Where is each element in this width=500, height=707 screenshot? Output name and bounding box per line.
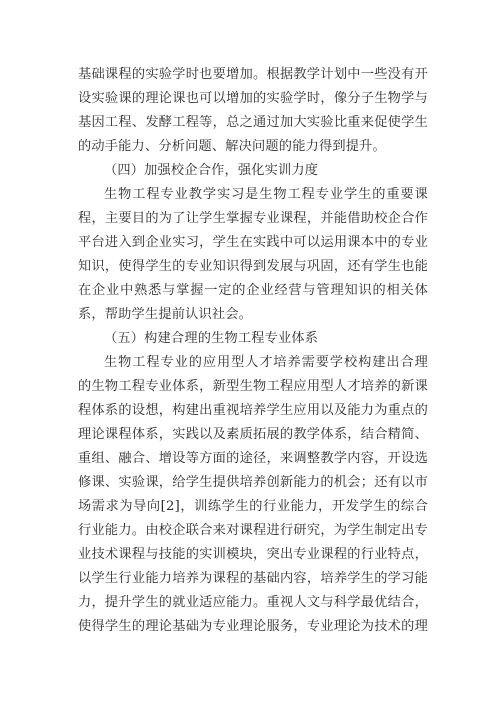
paragraph-3-line-10: 以学生行业能力培养为课程的基础内容，培养学生的学习能	[78, 571, 428, 586]
paragraph-3-line-4: 理论课程体系，实践以及素质拓展的教学体系，结合精简、	[78, 427, 428, 442]
paragraph-3-line-12: 使得学生的理论基础为专业理论服务，专业理论为技术的理	[78, 619, 428, 634]
paragraph-3-line-5: 重组、融合、增设等方面的途径，来调整教学内容，开设选	[78, 451, 428, 466]
paragraph-3-line-2: 的生物工程专业体系，新型生物工程应用型人才培养的新课	[78, 379, 428, 394]
paragraph-2-line-2: 程，主要目的为了让学生掌握专业课程，并能借助校企合作	[78, 211, 428, 226]
paragraph-3-line-11: 力，提升学生的就业适应能力。重视人文与科学最优结合，	[78, 595, 428, 610]
paragraph-3-line-9: 业技术课程与技能的实训模块，突出专业课程的行业特点，	[78, 547, 428, 562]
paragraph-1-line-3: 基因工程、发酵工程等，总之通过加大实验比重来促使学生	[78, 115, 428, 130]
paragraph-2-line-5: 在企业中熟悉与掌握一定的企业经营与管理知识的相关体	[78, 283, 428, 298]
section-heading-5: （五）构建合理的生物工程专业体系	[104, 331, 319, 346]
paragraph-3-line-1: 生物工程专业的应用型人才培养需要学校构建出合理	[104, 355, 428, 370]
paragraph-3-line-6: 修课、实验课，给学生提供培养创新能力的机会；还有以市	[78, 475, 428, 490]
section-heading-4: （四）加强校企合作，强化实训力度	[104, 163, 319, 178]
paragraph-1-line-1: 基础课程的实验学时也要增加。根据教学计划中一些没有开	[78, 67, 428, 82]
paragraph-2-line-1: 生物工程专业教学实习是生物工程专业学生的重要课	[104, 187, 428, 202]
paragraph-3-line-3: 程体系的设想，构建出重视培养学生应用以及能力为重点的	[78, 403, 428, 418]
paragraph-2-line-6: 系，帮助学生提前认识社会。	[78, 307, 253, 322]
paragraph-2-line-4: 知识，使得学生的专业知识得到发展与巩固，还有学生也能	[78, 259, 428, 274]
paragraph-3-line-8: 行业能力。由校企联合来对课程进行研究，为学生制定出专	[78, 523, 428, 538]
paragraph-1-line-4: 的动手能力、分析问题、解决问题的能力得到提升。	[78, 139, 386, 154]
paragraph-2-line-3: 平台进入到企业实习，学生在实践中可以运用课本中的专业	[78, 235, 428, 250]
paragraph-3-line-7: 场需求为导向[2]，训练学生的行业能力，开发学生的综合	[78, 499, 428, 514]
paragraph-1-line-2: 设实验课的理论课也可以增加的实验学时，像分子生物学与	[78, 91, 428, 106]
